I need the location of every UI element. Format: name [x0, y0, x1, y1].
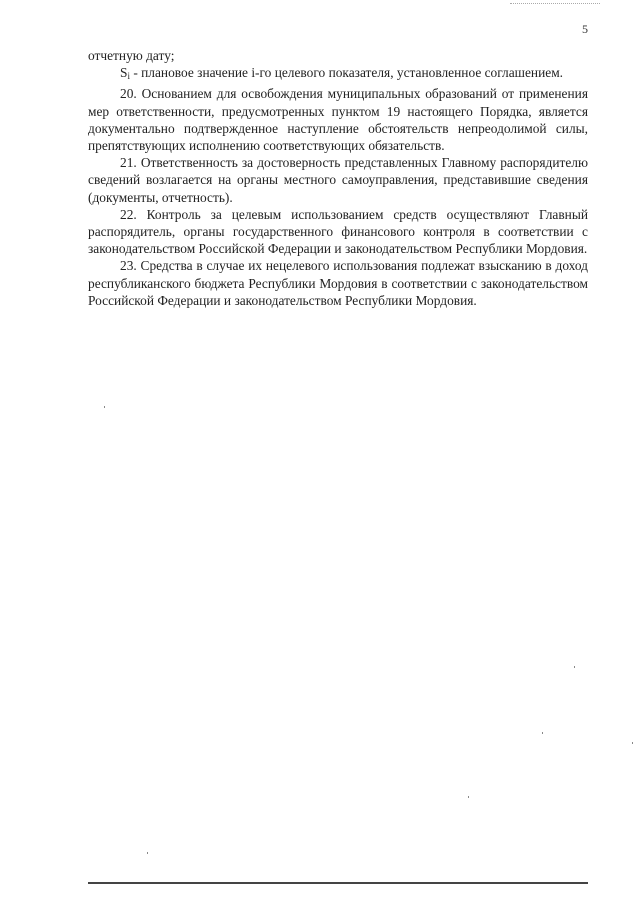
- document-body: [88, 47, 588, 309]
- symbol-subscript: i: [127, 71, 130, 82]
- page-number: 5: [582, 22, 588, 36]
- scan-speck: [104, 406, 105, 408]
- paragraph-23: 23. Средства в случае их нецелевого использования подлежат взысканию в доход республиканского бюджета Республики Мордовия в соответствии с законодательством Российской Федерации и законодательством Республики Мордовия.: [88, 258, 588, 308]
- scan-artifact-top: [510, 3, 600, 5]
- scan-speck: [468, 796, 469, 798]
- definition-text: - плановое значение i-го целевого показателя, установленное соглашением.: [129, 65, 564, 81]
- paragraph-21: 21. Ответственность за достоверность представленных Главному распорядителю сведений возлагается на органы местного самоуправления, представившие сведения (документы, отчетность).: [88, 155, 588, 205]
- scan-speck: [147, 852, 148, 854]
- paragraph-22: 22. Контроль за целевым использованием средств осуществляют Главный распорядитель, органы государственного финансового контроля в соответствии с законодательством Российской Федерации и законодательством Республики Мордовия.: [88, 206, 588, 257]
- paragraph-definition: [88, 64, 588, 85]
- symbol-s: S: [120, 65, 128, 81]
- bottom-rule: [88, 882, 588, 884]
- scan-speck: [574, 666, 575, 668]
- scan-speck: [632, 742, 633, 744]
- scan-speck: [542, 732, 543, 734]
- paragraph-continuation: отчетную дату;: [88, 48, 175, 63]
- paragraph-20: 20. Основанием для освобождения муниципальных образований от применения мер ответственности, предусмотренных пунктом 19 настоящего Порядка, является документально подтвержденное наступление обстоятельств непреодолимой силы, препятствующих исполнению соответствующих обязательств.: [88, 86, 588, 154]
